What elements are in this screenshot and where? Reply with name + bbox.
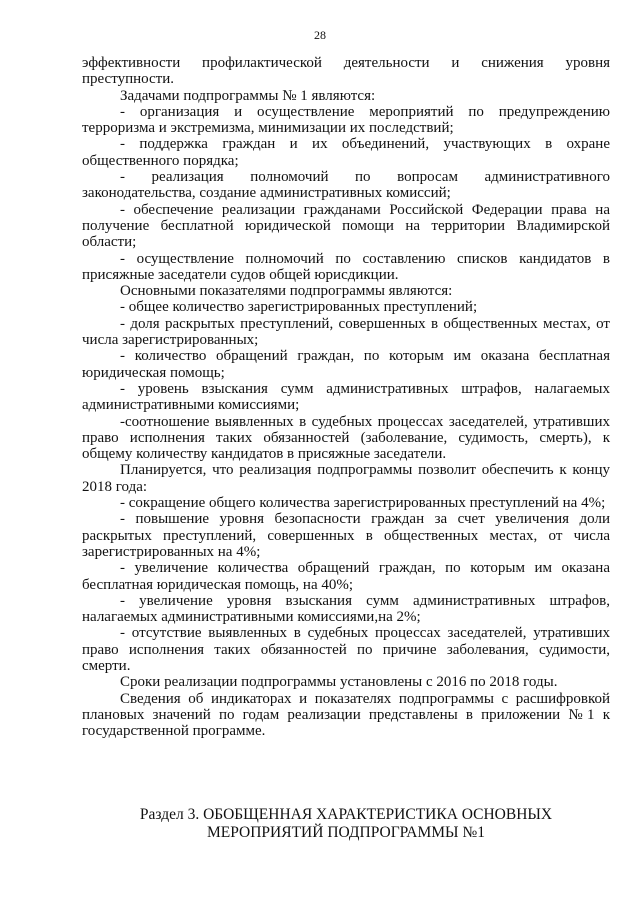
- list-item: - осуществление полномочий по составлению списков кандидатов в присяжные заседатели судов общей юрисдикции.: [82, 250, 610, 283]
- list-item: - поддержка граждан и их объединений, участвующих в охране общественного порядка;: [82, 136, 610, 169]
- list-item: - реализация полномочий по вопросам административного законодательства, создание административных комиссий;: [82, 169, 610, 202]
- list-item: - увеличение количества обращений граждан, по которым им оказана бесплатная юридическая помощь, на 40%;: [82, 560, 610, 593]
- section-title-line: МЕРОПРИЯТИЙ ПОДПРОГРАММЫ №1: [206, 824, 485, 841]
- paragraph: Сведения об индикаторах и показателях подпрограммы с расшифровкой плановых значений по годам реализации представлены в приложении №1 к государственной программе.: [82, 690, 610, 740]
- paragraph: Планируется, что реализация подпрограммы позволит обеспечить к концу 2018 года:: [82, 462, 610, 495]
- list-item: - сокращение общего количества зарегистрированных преступлений на 4%;: [120, 495, 606, 512]
- list-item: - обеспечение реализации гражданами Российской Федерации права на получение бесплатной юридической помощи на территории Владимирской области;: [82, 201, 610, 251]
- list-item: - общее количество зарегистрированных преступлений;: [120, 299, 478, 316]
- section-title-line: Раздел 3. ОБОБЩЕННАЯ ХАРАКТЕРИСТИКА ОСНОВНЫХ: [139, 806, 553, 823]
- list-item: - увеличение уровня взыскания сумм административных штрафов, налагаемых административными комиссиями,на 2%;: [82, 592, 610, 626]
- list-item: - количество обращений граждан, по которым им оказана бесплатная юридическая помощь;: [82, 348, 610, 381]
- list-item: - организация и осуществление мероприятий по предупреждению терроризма и экстремизма, минимизации их последствий;: [82, 103, 610, 137]
- paragraph: Основными показателями подпрограммы являются:: [120, 283, 453, 300]
- body-text: [82, 55, 610, 739]
- list-item: - уровень взыскания сумм административных штрафов, налагаемых административными комиссиями;: [82, 380, 610, 414]
- paragraph: эффективности профилактической деятельности и снижения уровня преступности.: [82, 55, 610, 88]
- list-item: - доля раскрытых преступлений, совершенных в общественных местах, от числа зарегистрированных;: [82, 315, 610, 349]
- list-item: - отсутствие выявленных в судебных процессах заседателей, утративших право исполнения таких обязанностей по причине заболевания, судимости, смерти.: [82, 625, 610, 674]
- paragraph: Задачами подпрограммы № 1 являются:: [120, 87, 376, 104]
- list-item: - повышение уровня безопасности граждан за счет увеличения доли раскрытых преступлений, совершенных в общественных местах, от числа зарегистрированных на 4%;: [82, 511, 610, 560]
- section-title: [82, 806, 610, 842]
- list-item: -соотношение выявленных в судебных процессах заседателей, утративших право исполнения таких обязанностей (заболевание, судимость, смерть), к общему количеству кандидатов в присяжные заседатели.: [82, 413, 610, 463]
- paragraph: Сроки реализации подпрограммы установлены с 2016 по 2018 годы.: [120, 674, 558, 691]
- page-number: 28: [314, 28, 326, 42]
